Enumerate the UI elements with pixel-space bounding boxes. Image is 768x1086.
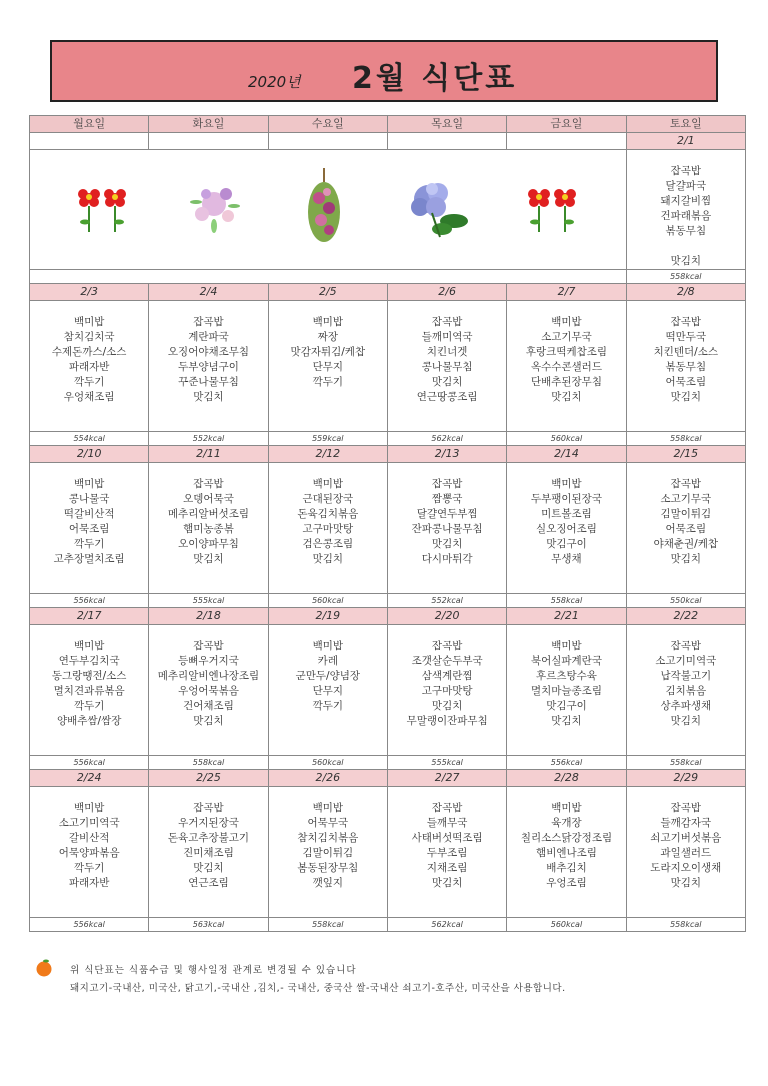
kcal-cell: 554kcal <box>30 432 149 446</box>
menu-list <box>627 625 745 729</box>
red-flowers-icon <box>75 184 131 234</box>
week-kcal-row <box>30 594 746 608</box>
week-menu-row <box>30 463 746 594</box>
menu-item: 백미밥 <box>312 640 344 652</box>
menu-list <box>388 463 506 567</box>
kcal-cell: 560kcal <box>268 756 387 770</box>
menu-item: 어묵조림 <box>665 376 707 388</box>
menu-item: 꾸준나물무침 <box>178 376 239 388</box>
title-banner <box>50 40 718 102</box>
kcal-cell: 555kcal <box>149 594 268 608</box>
menu-item: 메추리알버섯조림 <box>167 508 250 520</box>
menu-list <box>30 301 148 405</box>
menu-item: 오이양파무침 <box>178 538 239 550</box>
kcal-cell: 558kcal <box>507 594 626 608</box>
menu-item: 두부조림 <box>426 847 468 859</box>
week-kcal-row <box>30 432 746 446</box>
menu-item: 돈육고추장불고기 <box>167 832 250 844</box>
menu-item: 계란파국 <box>188 331 229 343</box>
menu-item: 치킨너겟 <box>426 346 468 358</box>
date-cell: 2/28 <box>507 770 626 787</box>
menu-item: 잡곡밥 <box>193 316 224 328</box>
menu-cell <box>626 463 745 594</box>
date-cell: 2/10 <box>30 446 149 463</box>
menu-list <box>30 787 148 891</box>
kcal-cell: 560kcal <box>268 594 387 608</box>
menu-item: 맛김치 <box>431 538 463 550</box>
date-cell: 2/7 <box>507 284 626 301</box>
menu-item: 백미밥 <box>551 478 582 490</box>
menu-calendar <box>29 115 746 932</box>
menu-item: 상추파생채 <box>660 700 712 712</box>
menu-item: 근대된장국 <box>302 493 354 505</box>
menu-item: 카레 <box>317 655 338 667</box>
week-kcal-row <box>30 918 746 932</box>
menu-item: 옥수수콘샐러드 <box>530 361 602 373</box>
menu-item: 달걀파국 <box>665 180 707 192</box>
menu-item: 군만두/양념장 <box>295 670 361 682</box>
menu-item: 맛김치 <box>193 715 224 727</box>
menu-cell <box>149 787 268 918</box>
menu-item: 사태버섯떡조림 <box>411 832 483 844</box>
menu-item: 잡곡밥 <box>670 478 702 490</box>
title-year: 2020년 <box>248 73 301 91</box>
menu-item: 짬뽕국 <box>431 493 463 505</box>
menu-list <box>30 463 148 567</box>
date-cell: 2/1 <box>626 133 745 150</box>
menu-item: 후르츠탕수육 <box>536 670 597 682</box>
date-cell: 2/12 <box>268 446 387 463</box>
menu-item: 건파래볶음 <box>660 210 712 222</box>
menu-item: 백미밥 <box>551 640 582 652</box>
kcal-cell: 556kcal <box>507 756 626 770</box>
flower-bouquet-icon <box>184 174 246 244</box>
menu-list <box>269 625 387 714</box>
menu-list <box>507 301 625 405</box>
week1-menu-row <box>30 150 746 270</box>
kcal-cell: 552kcal <box>387 594 506 608</box>
weekday-header-row <box>30 116 746 133</box>
menu-cell <box>149 625 268 756</box>
menu-list <box>507 787 625 891</box>
menu-list <box>388 625 506 729</box>
red-flowers-icon <box>525 184 581 234</box>
menu-item: 무말랭이잔파무침 <box>406 715 488 727</box>
menu-item: 맛김구이 <box>546 538 587 550</box>
hydrangea-icon <box>402 177 472 241</box>
menu-cell <box>387 625 506 756</box>
menu-item: 김말이튀김 <box>660 508 712 520</box>
menu-item: 맛김치 <box>312 553 344 565</box>
menu-item: 맛김치 <box>193 391 224 403</box>
menu-item: 고추장멸치조림 <box>53 553 125 565</box>
date-cell: 2/17 <box>30 608 149 625</box>
kcal-cell: 556kcal <box>30 594 149 608</box>
page-title: 2월 식단표 <box>352 61 518 96</box>
kcal-cell: 562kcal <box>387 432 506 446</box>
menu-item: 잡곡밥 <box>193 640 224 652</box>
weekday-wed: 수요일 <box>268 116 387 133</box>
menu-list <box>388 301 506 405</box>
menu-list <box>388 787 506 891</box>
menu-item: 백미밥 <box>312 802 344 814</box>
menu-cell <box>626 301 745 432</box>
menu-item: 북어실파계란국 <box>530 655 602 667</box>
kcal-cell: 560kcal <box>507 918 626 932</box>
menu-item: 콩나물무침 <box>421 361 473 373</box>
menu-item: 잡곡밥 <box>431 478 463 490</box>
menu-item: 잡곡밥 <box>193 478 224 490</box>
kcal-cell: 563kcal <box>149 918 268 932</box>
menu-item: 맛김치 <box>431 376 463 388</box>
date-cell: 2/22 <box>626 608 745 625</box>
menu-cell <box>387 301 506 432</box>
week1-date-row <box>30 133 746 150</box>
menu-item: 백미밥 <box>73 478 105 490</box>
menu-item: 콩나물국 <box>68 493 110 505</box>
menu-list <box>507 463 625 567</box>
menu-item: 고구마맛탕 <box>421 685 473 697</box>
menu-item: 도라지오이생채 <box>650 862 722 874</box>
menu-cell <box>30 301 149 432</box>
menu-item: 볶동무침 <box>665 225 707 237</box>
menu-cell <box>507 463 626 594</box>
menu-item: 단무지 <box>312 361 344 373</box>
menu-cell <box>268 787 387 918</box>
kcal-cell: 558kcal <box>626 270 745 284</box>
menu-item: 소고기미역국 <box>58 817 120 829</box>
menu-cell <box>387 787 506 918</box>
notice-text: 위 식단표는 식품수급 및 행사일정 관계로 변경될 수 있습니다 <box>70 965 357 976</box>
sat-menu-list <box>627 150 745 269</box>
menu-item: 들깨감자국 <box>660 817 712 829</box>
menu-cell <box>626 625 745 756</box>
menu-item: 잡곡밥 <box>670 802 702 814</box>
kcal-cell: 558kcal <box>626 918 745 932</box>
menu-list <box>627 787 745 891</box>
kcal-cell: 558kcal <box>626 432 745 446</box>
menu-item: 어묵무국 <box>307 817 349 829</box>
menu-item: 연두부김치국 <box>58 655 120 667</box>
menu-item: 깍두기 <box>73 862 105 874</box>
menu-item: 삼색계란찜 <box>421 670 473 682</box>
menu-item: 소고기미역국 <box>655 655 717 667</box>
menu-list <box>269 463 387 567</box>
week-menu-row <box>30 787 746 918</box>
menu-item: 수제돈까스/소스 <box>51 346 127 358</box>
menu-item: 깍두기 <box>73 700 105 712</box>
menu-item: 파래자반 <box>68 361 110 373</box>
menu-item: 맛김치 <box>193 553 224 565</box>
weekday-tue: 화요일 <box>149 116 268 133</box>
menu-item: 과일샐러드 <box>660 847 712 859</box>
week-date-row <box>30 446 746 463</box>
menu-item: 맛김치 <box>431 877 463 889</box>
date-cell: 2/8 <box>626 284 745 301</box>
menu-item: 잔파콩나물무침 <box>411 523 483 535</box>
date-cell: 2/24 <box>30 770 149 787</box>
weekday-mon: 월요일 <box>30 116 149 133</box>
menu-item: 등뼈우거지국 <box>178 655 239 667</box>
weekday-sat: 토요일 <box>626 116 745 133</box>
menu-cell <box>149 463 268 594</box>
week-kcal-row <box>30 756 746 770</box>
menu-item: 칠리소스닭강정조림 <box>520 832 613 844</box>
menu-item: 잡곡밥 <box>670 165 702 177</box>
menu-item: 맛김치 <box>670 391 702 403</box>
menu-item: 김치볶음 <box>665 685 707 697</box>
menu-item: 갈비산적 <box>68 832 110 844</box>
menu-item: 잡곡밥 <box>431 640 463 652</box>
menu-item: 소고기무국 <box>541 331 592 343</box>
menu-item: 들깨무국 <box>426 817 468 829</box>
menu-cell <box>30 787 149 918</box>
menu-cell <box>149 301 268 432</box>
date-cell: 2/11 <box>149 446 268 463</box>
menu-item: 양배추쌈/쌈장 <box>56 715 122 727</box>
menu-cell <box>268 301 387 432</box>
menu-list <box>149 787 267 891</box>
menu-item: 백미밥 <box>73 802 105 814</box>
menu-item: 맛김치 <box>193 862 224 874</box>
menu-item: 우거지된장국 <box>178 817 239 829</box>
menu-item: 참치김치국 <box>63 331 115 343</box>
menu-item: 들깨미역국 <box>421 331 473 343</box>
menu-item: 봄동된장무침 <box>297 862 359 874</box>
menu-cell <box>507 625 626 756</box>
weekday-fri: 금요일 <box>507 116 626 133</box>
menu-item: 깍두기 <box>312 376 344 388</box>
date-cell: 2/5 <box>268 284 387 301</box>
menu-item: 맛김구이 <box>546 700 587 712</box>
menu-list <box>627 463 745 567</box>
menu-item: 검은콩조림 <box>302 538 354 550</box>
menu-item: 우엉어묵볶음 <box>178 685 239 697</box>
menu-cell <box>268 625 387 756</box>
menu-item: 어묵조림 <box>665 523 707 535</box>
menu-item: 잡곡밥 <box>193 802 224 814</box>
menu-item: 납작불고기 <box>660 670 712 682</box>
menu-item: 짜장 <box>317 331 338 343</box>
menu-item: 메추리알비엔나장조림 <box>157 670 260 682</box>
menu-item: 육개장 <box>551 817 582 829</box>
menu-item: 잡곡밥 <box>431 316 463 328</box>
menu-item: 두부양념구이 <box>178 361 239 373</box>
date-cell: 2/20 <box>387 608 506 625</box>
menu-item: 미트볼조림 <box>541 508 592 520</box>
menu-item: 동그랑땡전/소스 <box>51 670 127 682</box>
menu-cell <box>626 150 745 270</box>
menu-item: 배추김치 <box>546 862 587 874</box>
decoration-area <box>30 150 627 270</box>
menu-item: 후랑크떡케찹조림 <box>525 346 608 358</box>
menu-item: 실오징어조림 <box>536 523 597 535</box>
menu-list <box>149 301 267 405</box>
menu-cell <box>507 787 626 918</box>
menu-item: 맛김치 <box>431 700 463 712</box>
date-cell: 2/25 <box>149 770 268 787</box>
menu-item: 두부팽이된장국 <box>530 493 602 505</box>
menu-item: 햄비엔나조림 <box>536 847 597 859</box>
menu-item: 볶동무침 <box>665 361 707 373</box>
menu-item: 떡갈비산적 <box>63 508 115 520</box>
kcal-cell: 558kcal <box>626 756 745 770</box>
menu-item: 맛김치 <box>670 553 702 565</box>
menu-item: 백미밥 <box>312 478 344 490</box>
menu-item: 돼지갈비찜 <box>660 195 712 207</box>
menu-item: 무생채 <box>551 553 582 565</box>
menu-item: 멸치마늘종조림 <box>530 685 602 697</box>
menu-list <box>30 625 148 729</box>
menu-item: 돈육김치볶음 <box>297 508 359 520</box>
kcal-cell: 558kcal <box>149 756 268 770</box>
week-menu-row <box>30 625 746 756</box>
date-cell: 2/21 <box>507 608 626 625</box>
menu-item: 맛김치 <box>670 877 702 889</box>
origin-text: 돼지고기-국내산, 미국산, 닭고기,-국내산 ,김치,- 국내산, 중국산 쌀-국내산 쇠고기-호주산, 미국산을 사용합니다. <box>70 983 566 994</box>
menu-item: 달걀연두부찜 <box>416 508 478 520</box>
menu-item: 백미밥 <box>73 640 105 652</box>
menu-item: 깍두기 <box>312 700 344 712</box>
menu-item <box>627 239 745 254</box>
menu-item: 우엉조림 <box>546 877 587 889</box>
orange-icon <box>34 958 54 978</box>
menu-item: 단무지 <box>312 685 344 697</box>
date-cell: 2/18 <box>149 608 268 625</box>
menu-item: 오뎅어묵국 <box>183 493 234 505</box>
menu-item: 맛김치 <box>551 391 582 403</box>
menu-cell <box>387 463 506 594</box>
date-cell: 2/15 <box>626 446 745 463</box>
menu-item: 지채조림 <box>426 862 468 874</box>
menu-item: 치킨텐더/소스 <box>653 346 718 358</box>
menu-cell <box>268 463 387 594</box>
kcal-cell: 556kcal <box>30 756 149 770</box>
weekday-thu: 목요일 <box>387 116 506 133</box>
kcal-cell: 556kcal <box>30 918 149 932</box>
menu-list <box>149 463 267 567</box>
date-cell: 2/3 <box>30 284 149 301</box>
menu-item: 연근조림 <box>188 877 229 889</box>
kcal-cell: 555kcal <box>387 756 506 770</box>
menu-cell <box>30 463 149 594</box>
week-date-row <box>30 284 746 301</box>
date-cell: 2/29 <box>626 770 745 787</box>
date-cell: 2/4 <box>149 284 268 301</box>
menu-item: 깻잎지 <box>312 877 344 889</box>
menu-item: 오징어야채조무침 <box>167 346 250 358</box>
menu-item: 우엉채조림 <box>63 391 115 403</box>
menu-item: 잡곡밥 <box>670 640 702 652</box>
week-date-row <box>30 770 746 787</box>
week-menu-row <box>30 301 746 432</box>
date-cell: 2/6 <box>387 284 506 301</box>
menu-cell <box>626 787 745 918</box>
date-cell: 2/19 <box>268 608 387 625</box>
menu-cell <box>507 301 626 432</box>
menu-cell <box>30 625 149 756</box>
date-cell: 2/14 <box>507 446 626 463</box>
menu-item: 김말이튀김 <box>302 847 354 859</box>
week-date-row <box>30 608 746 625</box>
menu-item: 백미밥 <box>551 802 582 814</box>
menu-list <box>507 625 625 729</box>
kcal-cell: 562kcal <box>387 918 506 932</box>
menu-list <box>269 301 387 390</box>
menu-item: 건어채조림 <box>183 700 234 712</box>
menu-item: 잡곡밥 <box>431 802 463 814</box>
date-cell: 2/27 <box>387 770 506 787</box>
menu-list <box>627 301 745 405</box>
kcal-cell: 558kcal <box>268 918 387 932</box>
menu-item: 어묵조림 <box>68 523 110 535</box>
menu-item: 햄미농종볶 <box>183 523 234 535</box>
menu-item: 멸치견과류볶음 <box>53 685 125 697</box>
menu-item: 쇠고기버섯볶음 <box>650 832 722 844</box>
menu-item: 소고기무국 <box>660 493 712 505</box>
kcal-cell: 550kcal <box>626 594 745 608</box>
menu-list <box>269 787 387 891</box>
hanging-flower-icon <box>299 168 349 250</box>
menu-item: 단배추된장무침 <box>530 376 602 388</box>
menu-item: 깍두기 <box>73 376 105 388</box>
kcal-cell: 559kcal <box>268 432 387 446</box>
menu-list <box>149 625 267 729</box>
week1-kcal-row <box>30 270 746 284</box>
menu-item: 야채춘권/케찹 <box>653 538 718 550</box>
menu-item: 백미밥 <box>73 316 105 328</box>
menu-item: 연근땅콩조림 <box>416 391 478 403</box>
menu-item: 조갯살순두부국 <box>411 655 483 667</box>
menu-item: 떡만두국 <box>665 331 707 343</box>
menu-item: 깍두기 <box>73 538 105 550</box>
menu-item: 맛김치 <box>551 715 582 727</box>
menu-item: 맛김치 <box>670 715 702 727</box>
menu-item: 잡곡밥 <box>670 316 702 328</box>
menu-item: 백미밥 <box>312 316 344 328</box>
kcal-cell: 552kcal <box>149 432 268 446</box>
date-cell: 2/26 <box>268 770 387 787</box>
menu-item: 파래자반 <box>68 877 110 889</box>
menu-item: 고구마맛탕 <box>302 523 354 535</box>
menu-item: 어묵양파볶음 <box>58 847 120 859</box>
date-cell: 2/13 <box>387 446 506 463</box>
menu-item: 진미채조림 <box>183 847 234 859</box>
menu-item: 참치김치볶음 <box>297 832 359 844</box>
menu-item: 다시마튀각 <box>421 553 473 565</box>
menu-item: 백미밥 <box>551 316 582 328</box>
kcal-cell: 560kcal <box>507 432 626 446</box>
menu-item: 맛김치 <box>670 255 702 267</box>
menu-item: 맛감자튀김/케찹 <box>290 346 366 358</box>
